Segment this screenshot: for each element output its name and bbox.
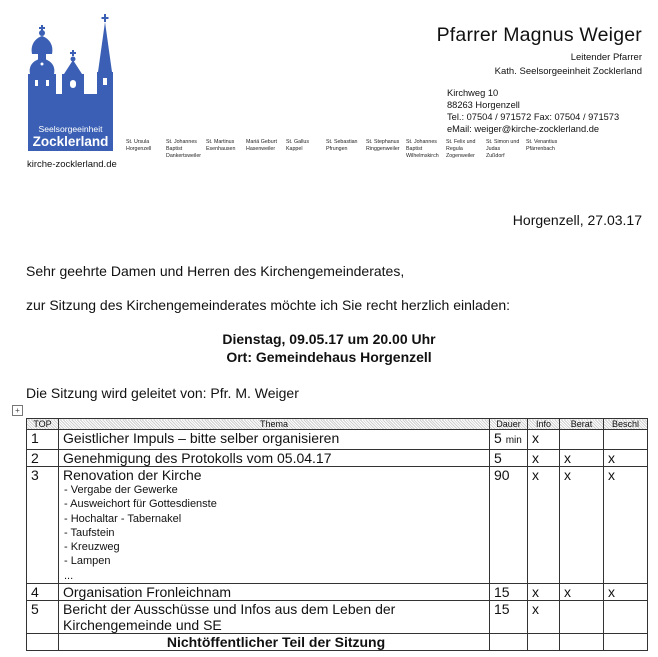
agenda-row [27,450,648,467]
agenda-row [27,467,648,584]
agenda-subitem: ... [64,569,74,582]
agenda-nonpublic-row [27,634,648,651]
parish-list [126,139,566,160]
agenda-duration [490,584,528,601]
col-beschl: Beschl [604,419,648,430]
agenda-topic [59,584,490,601]
agenda-top: 2 [27,450,59,467]
agenda-top: 3 [27,467,59,584]
agenda-subitem: - Taufstein [64,526,115,539]
agenda-info-mark: x [528,584,560,601]
intro-text: zur Sitzung des Kirchengemeinderates möchte ich Sie recht herzlich einladen: [26,297,511,313]
col-dauer: Dauer [490,419,528,430]
agenda-topic-title: Bericht der Ausschüsse und Infos aus dem Leben der Kirchengemeinde und SE [63,601,396,634]
agenda-berat-mark [560,601,604,634]
parish-item: St. Ursula Horgenzell [126,139,152,152]
sender-phone: Tel.: 07504 / 971572 Fax: 07504 / 971573 [447,112,620,122]
agenda-top: 4 [27,584,59,601]
agenda-info-mark: x [528,467,560,584]
agenda-topic [59,601,490,634]
church-skyline-icon [26,14,118,151]
agenda-topic [59,450,490,467]
col-top: TOP [27,419,59,430]
agenda-duration-unit: min [505,435,522,446]
parish-item: St. Johannes Baptist Dankertsweiler [166,139,202,159]
table-move-handle-icon[interactable]: + [12,405,23,416]
agenda-header-row [27,419,648,430]
col-thema: Thema [59,419,490,430]
agenda-empty-cell [560,634,604,651]
sender-email[interactable]: eMail: weiger@kirche-zocklerland.de [447,124,600,134]
parish-item: St. Venantius Pfärrenbach [526,139,558,152]
sender-street: Kirchweg 10 [447,88,499,98]
agenda-beschl-mark [604,430,648,450]
agenda-topic-title: Geistlicher Impuls – bitte selber organisieren [63,430,340,446]
agenda-subitem: - Ausweichort für Gottesdienste [64,498,217,511]
agenda-berat-mark: x [560,450,604,467]
sender-role: Leitender Pfarrer [570,52,642,63]
agenda-topic-title: Organisation Fronleichnam [63,584,232,601]
parish-item: St. Stephanus Ringgenweiler [366,139,400,152]
agenda-beschl-mark [604,601,648,634]
meeting-chair: Die Sitzung wird geleitet von: Pfr. M. Weiger [26,385,299,401]
agenda-top [27,634,59,651]
agenda-empty-cell [604,634,648,651]
sender-city: 88263 Horgenzell [447,100,520,110]
agenda-duration-value: 15 [494,584,510,601]
agenda-duration [490,601,528,634]
sender-block [437,24,642,77]
agenda-beschl-mark: x [604,467,648,584]
col-info: Info [528,419,560,430]
agenda-row [27,430,648,450]
parish-item: St. Simon und Judas Zußdorf [486,139,520,159]
agenda-top: 5 [27,601,59,634]
agenda-subitem: - Hochaltar - Tabernakel [64,512,182,525]
agenda-berat-mark [560,430,604,450]
agenda-duration-value: 15 [494,601,510,618]
agenda-info-mark: x [528,430,560,450]
agenda-row [27,601,648,634]
agenda-topic-title: Renovation der Kirche [63,467,202,483]
agenda-info-mark: x [528,601,560,634]
agenda-topic-title: Genehmigung des Protokolls vom 05.04.17 [63,450,332,466]
parish-item: St. Martinus Esenhausen [206,139,236,152]
agenda-berat-mark: x [560,467,604,584]
logo-line2: Zocklerland [32,134,109,149]
sender-unit: Kath. Seelsorgeeinheit Zocklerland [494,66,642,77]
parish-logo [26,14,118,151]
agenda-empty-cell [528,634,560,651]
sender-name: Pfarrer Magnus Weiger [436,24,642,46]
agenda-duration-value: 90 [494,467,510,483]
agenda-topic [59,467,490,584]
agenda-row [27,584,648,601]
agenda-empty-cell [490,634,528,651]
agenda-table [26,418,648,651]
agenda-duration [490,430,528,450]
sender-address [447,87,619,135]
parish-item: St. Felix und Regula Zogenweiler [446,139,476,159]
parish-item: St. Johannes Baptist Wilhelmskirch [406,139,439,159]
meeting-date: Dienstag, 09.05.17 um 20.00 Uhr [222,331,436,347]
agenda-beschl-mark: x [604,450,648,467]
agenda-duration-value: 5 [494,450,502,466]
nonpublic-heading: Nichtöffentlicher Teil der Sitzung [59,634,490,651]
parish-item: Mariä Geburt Hasenweiler [246,139,277,152]
agenda-subitem: - Lampen [64,555,111,568]
col-berat: Berat [560,419,604,430]
website-url[interactable]: kirche-zocklerland.de [27,159,117,170]
agenda-subitem: - Vergabe der Gewerke [64,484,178,496]
agenda-berat-mark: x [560,584,604,601]
logo-line1: Seelsorgeeinheit [38,124,103,134]
meeting-location: Ort: Gemeindehaus Horgenzell [226,349,432,365]
agenda-info-mark: x [528,450,560,467]
agenda-duration [490,467,528,584]
salutation: Sehr geehrte Damen und Herren des Kirchengemeinderates, [26,263,405,279]
agenda-duration [490,450,528,467]
agenda-topic [59,430,490,450]
parish-item: St. Gallus Kappel [286,139,309,152]
agenda-top: 1 [27,430,59,450]
parish-item: St. Sebastian Pfrungen [326,139,358,152]
agenda-beschl-mark: x [604,584,648,601]
agenda-subitem: - Kreuzweg [64,541,120,554]
agenda-duration-value: 5 [494,430,502,446]
letter-date: Horgenzell, 27.03.17 [512,212,642,228]
